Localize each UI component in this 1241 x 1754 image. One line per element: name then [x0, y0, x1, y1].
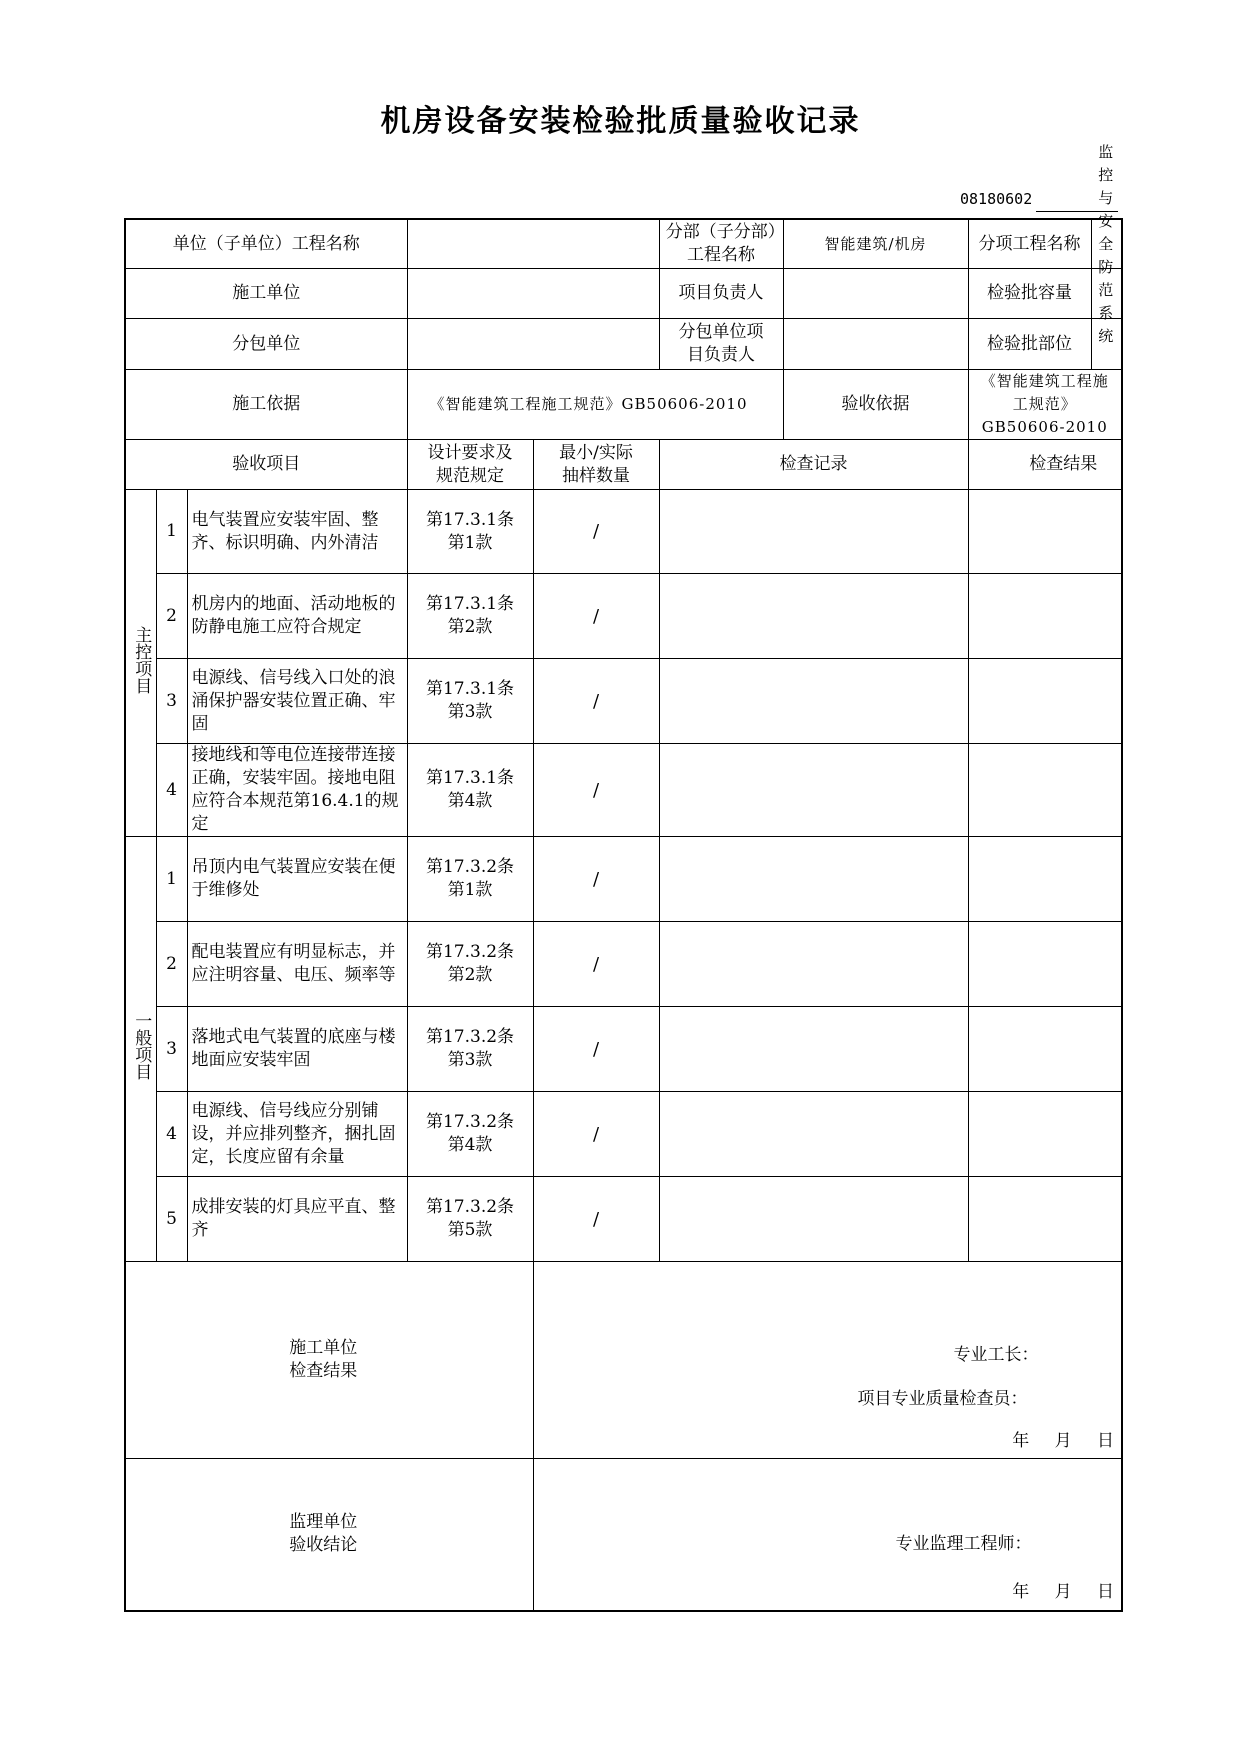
general-item-result[interactable] — [968, 1177, 1122, 1262]
general-item-no: 1 — [156, 837, 187, 922]
main-item-row — [125, 490, 1122, 574]
inspection-part-value[interactable] — [1092, 319, 1122, 369]
main-group-label-text: 主控项目 — [131, 625, 152, 694]
general-group-label — [125, 837, 156, 1262]
header-row-project — [125, 219, 1122, 269]
form-code-block — [950, 190, 1120, 212]
construction-basis-value — [407, 370, 783, 440]
general-item-clause: 第17.3.2条第4款 — [407, 1092, 533, 1177]
main-item-row — [125, 659, 1122, 744]
supervising-engineer-label: 专业监理工程师： — [895, 1534, 1032, 1554]
subcontractor-pm-value[interactable] — [783, 319, 968, 370]
main-item-result[interactable] — [968, 744, 1122, 837]
supervision-row — [125, 1459, 1122, 1611]
subcontractor-value[interactable] — [407, 319, 659, 370]
items-column-header-row — [125, 440, 1122, 490]
general-item-row — [125, 1177, 1122, 1262]
page-title: 机房设备安装检验批质量验收记录 — [380, 104, 861, 139]
main-item-clause: 第17.3.1条第3款 — [407, 659, 533, 744]
construction-basis-text: 《智能建筑工程施工规范》GB50606-2010 — [429, 395, 748, 413]
general-item-text: 吊顶内电气装置应安装在便于维修处 — [187, 837, 407, 922]
general-item-text: 成排安装的灯具应平直、整齐 — [187, 1177, 407, 1262]
main-item-record[interactable] — [659, 744, 968, 837]
contractor-value[interactable] — [407, 269, 659, 319]
main-item-clause: 第17.3.1条第1款 — [407, 490, 533, 574]
main-item-sample[interactable]: / — [533, 574, 659, 659]
unit-project-name-label: 单位（子单位）工程名称 — [125, 219, 407, 269]
general-item-record[interactable] — [659, 1177, 968, 1262]
main-item-row — [125, 574, 1122, 659]
subitem-name-value[interactable]: 监控与安全防范系统 — [1098, 142, 1115, 345]
col-header-record: 检查记录 — [659, 440, 968, 490]
main-item-text: 电气装置应安装牢固、整齐、标识明确、内外清洁 — [187, 490, 407, 574]
general-group-label-text: 一般项目 — [131, 1011, 152, 1080]
unit-project-name-value[interactable] — [407, 219, 659, 269]
main-item-row — [125, 744, 1122, 837]
subcontractor-label: 分包单位 — [125, 319, 407, 370]
construction-check-date: 年 月 日 — [1012, 1431, 1116, 1451]
general-item-record[interactable] — [659, 1092, 968, 1177]
project-manager-label: 项目负责人 — [659, 269, 783, 319]
construction-basis-label: 施工依据 — [125, 370, 407, 440]
header-row-contractor — [125, 269, 1122, 319]
capacity-label: 检验批容量 — [969, 269, 1092, 318]
main-item-no: 1 — [156, 490, 187, 574]
division-name-value[interactable]: 智能建筑/机房 — [783, 219, 968, 269]
project-manager-value[interactable] — [783, 269, 968, 319]
acceptance-basis-label: 验收依据 — [783, 370, 968, 440]
main-item-result[interactable] — [968, 490, 1122, 574]
general-item-row — [125, 1092, 1122, 1177]
capacity-pair — [968, 269, 1122, 319]
general-item-text: 电源线、信号线应分别铺设，并应排列整齐，捆扎固定，长度应留有余量 — [187, 1092, 407, 1177]
general-item-record[interactable] — [659, 922, 968, 1007]
general-item-no: 3 — [156, 1007, 187, 1092]
main-item-sample[interactable]: / — [533, 659, 659, 744]
general-item-text: 配电装置应有明显标志，并应注明容量、电压、频率等 — [187, 922, 407, 1007]
main-item-clause: 第17.3.1条第4款 — [407, 744, 533, 837]
general-item-record[interactable] — [659, 837, 968, 922]
construction-check-label-text: 施工单位检查结果 — [289, 1338, 358, 1381]
general-item-clause: 第17.3.2条第5款 — [407, 1177, 533, 1262]
general-item-sample[interactable]: / — [533, 837, 659, 922]
subitem-name-label-cell: 分项工程名称 — [969, 220, 1092, 268]
general-item-result[interactable] — [968, 1092, 1122, 1177]
main-item-text: 接地线和等电位连接带连接正确，安装牢固。接地电阻应符合本规范第16.4.1的规定 — [187, 744, 407, 837]
general-item-result[interactable] — [968, 922, 1122, 1007]
general-item-clause: 第17.3.2条第1款 — [407, 837, 533, 922]
general-item-result[interactable] — [968, 837, 1122, 922]
general-item-sample[interactable]: / — [533, 1007, 659, 1092]
main-item-no: 4 — [156, 744, 187, 837]
general-item-row — [125, 922, 1122, 1007]
quality-inspector-label: 项目专业质量检查员： — [857, 1389, 1028, 1409]
form-code: 08180602 — [960, 190, 1033, 208]
main-item-sample[interactable]: / — [533, 744, 659, 837]
part-pair — [968, 319, 1122, 370]
main-item-no: 3 — [156, 659, 187, 744]
general-item-clause: 第17.3.2条第3款 — [407, 1007, 533, 1092]
supervision-label-text: 监理单位验收结论 — [289, 1512, 358, 1556]
main-item-result[interactable] — [968, 659, 1122, 744]
main-item-record[interactable] — [659, 659, 968, 744]
main-item-text: 电源线、信号线入口处的浪涌保护器安装位置正确、牢固 — [187, 659, 407, 744]
general-item-row — [125, 837, 1122, 922]
main-item-record[interactable] — [659, 574, 968, 659]
general-item-text: 落地式电气装置的底座与楼地面应安装牢固 — [187, 1007, 407, 1092]
division-name-label: 分部（子分部）工程名称 — [659, 219, 783, 269]
main-item-record[interactable] — [659, 490, 968, 574]
inspection-part-label: 检验批部位 — [969, 319, 1092, 369]
foreman-label: 专业工长： — [953, 1345, 1039, 1365]
general-item-no: 5 — [156, 1177, 187, 1262]
header-row-basis — [125, 370, 1122, 440]
col-header-item: 验收项目 — [125, 440, 407, 490]
general-item-record[interactable] — [659, 1007, 968, 1092]
supervision-label — [125, 1459, 533, 1611]
col-header-design: 设计要求及规范规定 — [407, 440, 533, 490]
construction-check-label — [125, 1262, 533, 1459]
general-item-sample[interactable]: / — [533, 1177, 659, 1262]
main-group-label — [125, 490, 156, 837]
col-header-sample: 最小/实际抽样数量 — [533, 440, 659, 490]
general-item-clause: 第17.3.2条第2款 — [407, 922, 533, 1007]
construction-check-sign-area[interactable] — [533, 1262, 1122, 1459]
general-item-row — [125, 1007, 1122, 1092]
general-item-no: 2 — [156, 922, 187, 1007]
supervision-sign-area[interactable] — [533, 1459, 1122, 1611]
main-item-result[interactable] — [968, 574, 1122, 659]
acceptance-basis-value: 《智能建筑工程施工规范》GB50606-2010 — [968, 370, 1122, 440]
subcontractor-pm-label: 分包单位项目负责人 — [659, 319, 783, 370]
construction-check-row — [125, 1262, 1122, 1459]
contractor-label: 施工单位 — [125, 269, 407, 319]
main-item-text: 机房内的地面、活动地板的防静电施工应符合规定 — [187, 574, 407, 659]
main-item-sample[interactable]: / — [533, 490, 659, 574]
capacity-value[interactable] — [1092, 269, 1122, 318]
general-item-sample[interactable]: / — [533, 922, 659, 1007]
general-item-result[interactable] — [968, 1007, 1122, 1092]
col-header-result: 检查结果 — [968, 440, 1122, 490]
header-row-subcontractor — [125, 319, 1122, 370]
general-item-sample[interactable]: / — [533, 1092, 659, 1177]
main-item-no: 2 — [156, 574, 187, 659]
general-item-no: 4 — [156, 1092, 187, 1177]
main-item-clause: 第17.3.1条第2款 — [407, 574, 533, 659]
supervision-date: 年 月 日 — [1012, 1582, 1116, 1602]
